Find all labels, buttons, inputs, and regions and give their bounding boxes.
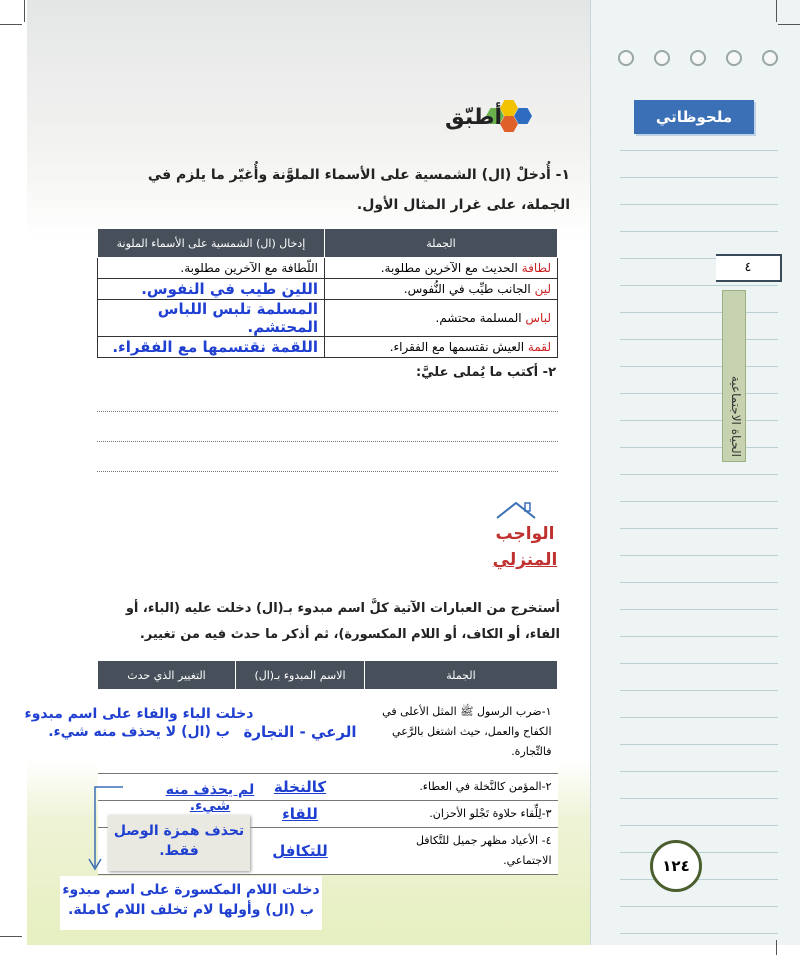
notes-sidebar — [590, 0, 800, 945]
homework-instructions: أستخرج من العبارات الآتية كلَّ اسم مبدوء بـ(ال) دخلت عليه (الباء، أو الفاء، أو الكاف، أو اللام المكسورة)، ثم أذكر ما حدث فيه من تغيير. — [125, 601, 560, 642]
noun-cell[interactable]: للقاء — [236, 801, 365, 828]
sentence-cell: ١-ضرب الرسول ﷺ المثل الأعلى في الكفاح والعمل، حيث اشتغل بالرَّعي فالتِّجارة. — [365, 690, 558, 774]
page-number: ١٢٤ — [650, 840, 702, 892]
question-1: ١- أُدخلْ (ال) الشمسية على الأسماء الملوَّنة وأُغيّر ما يلزم في الجملة، على غرار المثال الأول. — [147, 167, 570, 213]
notes-line — [620, 555, 778, 556]
crop-mark — [0, 936, 22, 937]
notes-line — [620, 393, 778, 394]
section-heading: أطبّق — [445, 105, 503, 130]
notes-line — [620, 852, 778, 853]
notes-line — [620, 582, 778, 583]
notes-line — [620, 447, 778, 448]
noun-cell[interactable]: الرعي - التجارة — [236, 690, 365, 774]
sentence-cell: ٤- الأعياد مظهر جميل للتَّكافل الاجتماعي. — [365, 828, 558, 875]
notes-line — [620, 690, 778, 691]
notes-line — [620, 609, 778, 610]
sentence-rest: الجانب طيِّب في النُّفوس. — [403, 282, 535, 296]
answer-cell[interactable]: اللين طيب في النفوس. — [98, 279, 325, 300]
noun-cell[interactable]: كالنخلة — [236, 774, 365, 801]
table-header: إدخال (ال) الشمسية على الأسماء الملونة — [98, 229, 325, 258]
notes-line — [620, 717, 778, 718]
notes-line — [620, 420, 778, 421]
answer-cell[interactable]: اللّطافة مع الآخرين مطلوبة. — [98, 258, 325, 279]
binder-ring — [618, 50, 634, 66]
crop-mark — [24, 0, 25, 22]
notes-line — [620, 771, 778, 772]
binder-ring — [654, 50, 670, 66]
colored-word: لطافة — [521, 261, 551, 275]
table-row — [98, 258, 558, 279]
sentence-rest: العيش نقتسمها مع الفقراء. — [389, 340, 528, 354]
dictation-line[interactable] — [97, 470, 558, 472]
crop-mark — [776, 940, 777, 955]
answer-annotation: دخلت الباء والفاء على اسم مبدوء ب (ال) لا يحذف منه شيء. — [24, 706, 254, 740]
homework-title: الواجب — [495, 524, 555, 544]
table-row — [98, 279, 558, 300]
notes-line — [620, 204, 778, 205]
crop-mark — [778, 24, 800, 25]
chapter-number: ٤ — [716, 254, 782, 282]
exercise-table — [97, 228, 558, 358]
notes-line — [620, 366, 778, 367]
table-row — [98, 337, 558, 358]
sentence-cell: ٣-لِلِّقاء حلاوة تَجْلو الأحزان. — [365, 801, 558, 828]
unit-title: الحياة الاجتماعية — [729, 375, 743, 457]
sentence-cell — [325, 279, 558, 300]
answer-cell[interactable]: المسلمة تلبس اللباس المحتشم. — [98, 300, 325, 337]
notes-tab: ملحوظاتي — [634, 100, 754, 134]
unit-title-strip — [722, 290, 746, 462]
notes-line — [620, 528, 778, 529]
crop-mark — [0, 24, 22, 25]
notes-line — [620, 825, 778, 826]
binder-ring — [726, 50, 742, 66]
sentence-cell — [325, 300, 558, 337]
notes-line — [620, 744, 778, 745]
notes-line — [620, 636, 778, 637]
notes-line — [620, 501, 778, 502]
notes-line — [620, 879, 778, 880]
colored-word: لقمة — [527, 340, 551, 354]
sentence-rest: الحديث مع الآخرين مطلوبة. — [380, 261, 522, 275]
binder-ring — [762, 50, 778, 66]
notes-line — [620, 933, 778, 934]
question-2: ٢- أكتب ما يُملى عليَّ: — [415, 365, 556, 380]
sentence-cell — [325, 258, 558, 279]
answer-cell[interactable]: اللقمة نقتسمها مع الفقراء. — [98, 337, 325, 358]
dictation-line[interactable] — [97, 440, 558, 442]
table-header: التغيير الذي حدث — [98, 661, 236, 690]
table-header: الجملة — [325, 229, 558, 258]
dictation-line[interactable] — [97, 410, 558, 412]
notes-line — [620, 231, 778, 232]
notes-line — [620, 798, 778, 799]
sentence-cell: ٢-المؤمن كالنَّخلة في العطاء. — [365, 774, 558, 801]
notes-line — [620, 663, 778, 664]
colored-word: لباس — [525, 311, 551, 325]
crop-mark — [776, 0, 777, 22]
table-row — [98, 300, 558, 337]
sentence-cell — [325, 337, 558, 358]
table-header: الاسم المبدوء بـ(ال) — [236, 661, 365, 690]
noun-cell[interactable]: للتكافل — [236, 828, 365, 875]
notes-line — [620, 177, 778, 178]
homework-title: المنزلي — [492, 550, 558, 570]
notes-line — [620, 906, 778, 907]
binder-ring — [690, 50, 706, 66]
sentence-rest: المسلمة محتشم. — [435, 311, 526, 325]
notes-line — [620, 339, 778, 340]
answer-annotation: لم يحذف منه شيء. — [165, 782, 255, 814]
colored-word: لين — [534, 282, 551, 296]
table-header: الجملة — [365, 661, 558, 690]
notes-line — [620, 285, 778, 286]
callout-box: تحذف همزة الوصل فقط. — [108, 815, 250, 871]
notes-line — [620, 150, 778, 151]
callout-box: دخلت اللام المكسورة على اسم مبدوء ب (ال) وأولها لام تخلف اللام كاملة. — [60, 876, 322, 930]
notes-line — [620, 312, 778, 313]
notes-line — [620, 474, 778, 475]
